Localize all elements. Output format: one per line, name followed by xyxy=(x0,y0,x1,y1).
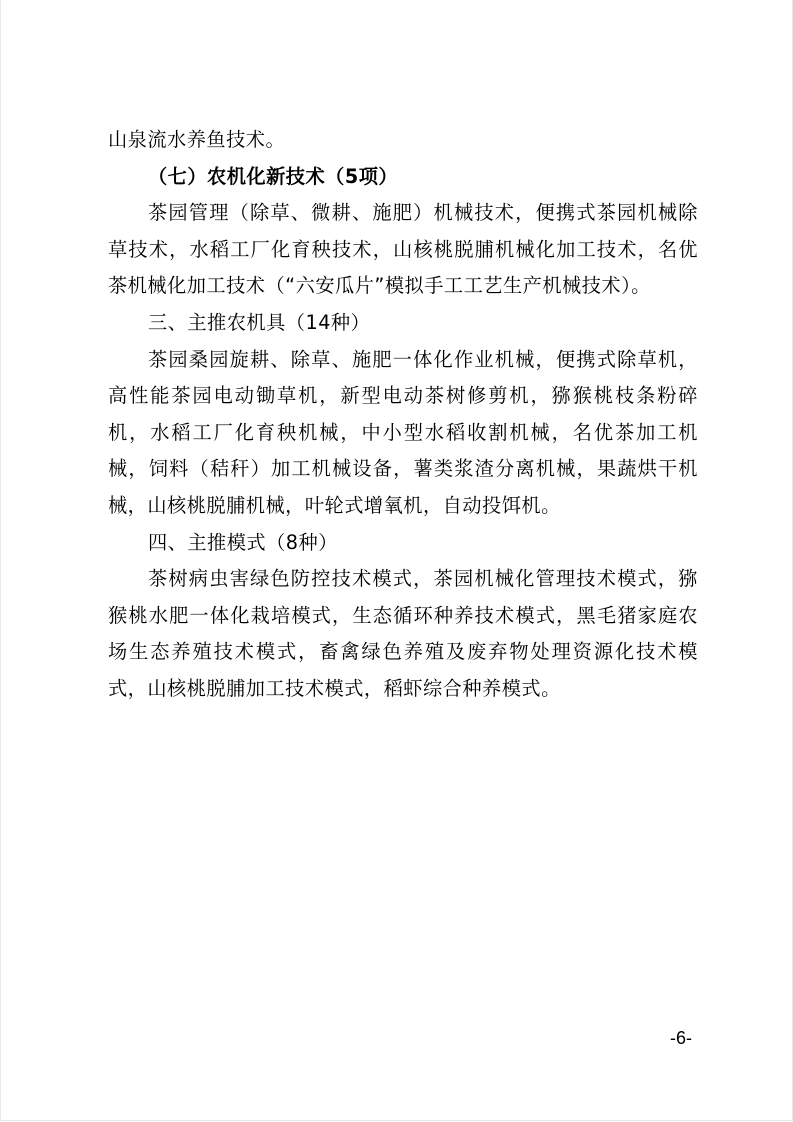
paragraph-machinery-list: 茶园桑园旋耕、除草、施肥一体化作业机械，便携式除草机，高性能茶园电动锄草机，新型电动茶树修剪机，猕猴桃枝条粉碎机，水稻工厂化育秧机械，中小型水稻收割机械，名优茶加工机械，饲料（秸秆）加工机械设备，薯类浆渣分离机械，果蔬烘干机械，山核桃脱脯机械，叶轮式增氧机，自动投饵机。 xyxy=(108,347,698,517)
page-number: -6- xyxy=(670,1028,692,1048)
document-body xyxy=(108,122,698,708)
paragraph-models-list: 茶树病虫害绿色防控技术模式，茶园机械化管理技术模式，猕猴桃水肥一体化栽培模式，生态循环种养技术模式，黑毛猪家庭农场生态养殖技术模式，畜禽绿色养殖及废弃物处理资源化技术模式，山核桃脱脯加工技术模式，稻虾综合种养模式。 xyxy=(108,567,698,700)
subsection-heading-agri-mechanization: （七）农机化新技术（5项） xyxy=(148,164,399,188)
section-heading-machinery: 三、主推农机具（14种） xyxy=(148,310,371,334)
paragraph-mechanization-techniques: 茶园管理（除草、微耕、施肥）机械技术，便携式茶园机械除草技术，水稻工厂化育秧技术，山核桃脱脯机械化加工技术，名优茶机械化加工技术（“六安瓜片”模拟手工工艺生产机械技术）。 xyxy=(108,201,698,298)
section-heading-models: 四、主推模式（8种） xyxy=(148,530,338,554)
paragraph-continuation: 山泉流水养鱼技术。 xyxy=(108,128,286,151)
